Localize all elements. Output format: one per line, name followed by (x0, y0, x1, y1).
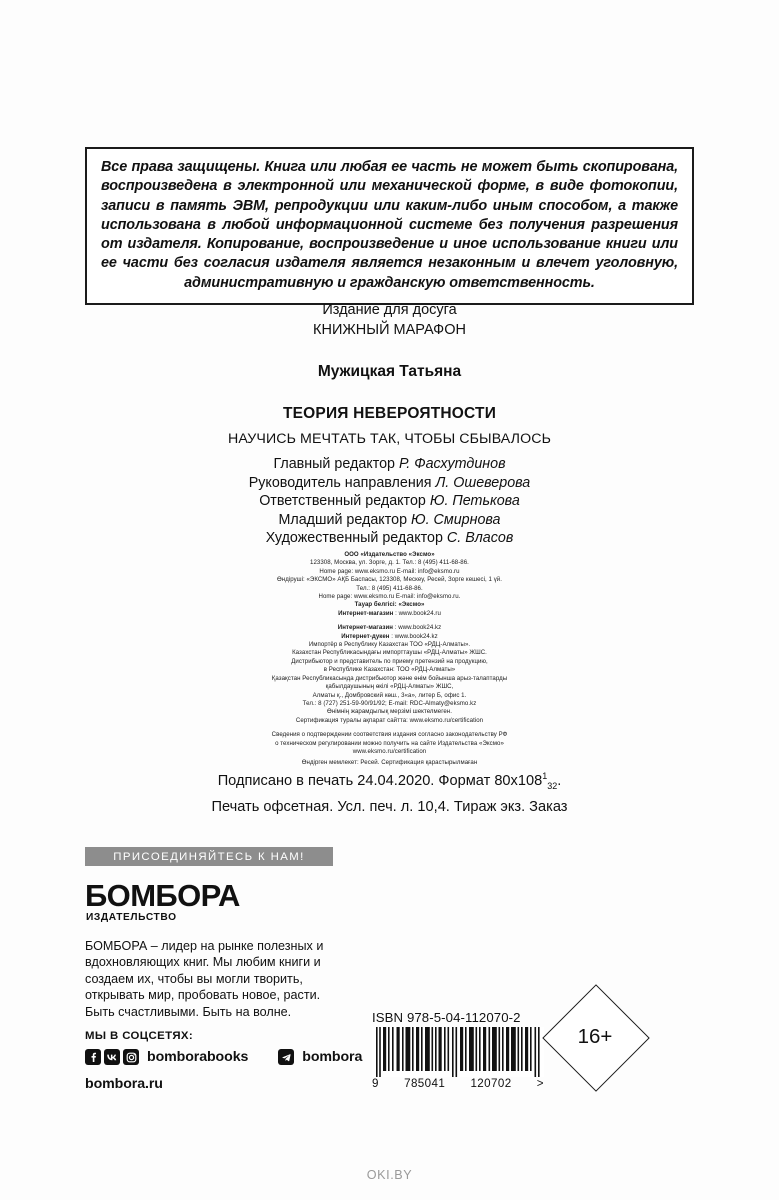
online-shop-kz-label-2: Интернет-дукен (341, 632, 390, 640)
editorial-staff-list (0, 455, 779, 548)
staff-name: Ю. Петькова (429, 493, 520, 510)
book-subtitle: НАУЧИСЬ МЕЧТАТЬ ТАК, ЧТОБЫ СБЫВАЛОСЬ (228, 431, 551, 447)
isbn-number: ISBN 978-5-04-112070-2 (372, 1010, 521, 1025)
rights-notice-box (85, 147, 694, 305)
conformity-line-2: о техническом регулировании можно получить на сайте Издательства «Эксмо» (275, 739, 504, 747)
barcode-group-2: 120702 (470, 1077, 512, 1090)
bombora-website-url[interactable]: bombora.ru (85, 1076, 163, 1092)
staff-name: Л. Ошеверова (435, 474, 531, 491)
telegram-icon[interactable] (278, 1049, 294, 1065)
source-watermark: OKI.BY (366, 1168, 413, 1182)
instagram-icon[interactable] (123, 1049, 139, 1065)
social-section-label: МЫ В СОЦСЕТЯХ: (85, 1030, 194, 1042)
publisher-name-kz: Өндіруші: «ЭКСМО» АҚБ Баспасы, 123308, Мескеу, Ресей, Зорге кешесі, 1 үй. (276, 576, 503, 584)
staff-row (0, 529, 779, 548)
barcode-left-digit: 9 (372, 1077, 379, 1090)
staff-name: С. Власов (446, 530, 514, 547)
bombora-about-text: БОМБОРА – лидер на рынке полезных и вдохновляющих книг. Мы любим книги и создаем их, чтобы вы могли творить, открывать мир, пробовать новое, расти. Быть счастливыми. Быть на волне. (85, 939, 324, 1019)
barcode-bars (372, 1027, 544, 1077)
barcode-group-1: 785041 (404, 1077, 446, 1090)
social-links-row (85, 1049, 362, 1065)
trademark-kz: Тауар белгісі: «Эксмо» (354, 601, 425, 609)
publisher-name: ООО «Издательство «Эксмо» (344, 551, 435, 558)
validity-note-kz: Өнімнің жарамдылық мерзімі шектелмеген. (327, 708, 452, 716)
format-fraction-denominator: 32 (547, 780, 558, 791)
bombora-logo: БОМБОРА (85, 878, 240, 913)
format-fraction-numerator: 1 (542, 771, 548, 781)
age-rating-badge: 16+ (577, 1025, 613, 1048)
edition-kind: Издание для досуга (322, 302, 457, 318)
colon-separator: : (389, 632, 395, 640)
staff-role: Младший редактор (278, 511, 408, 528)
print-run-info (0, 766, 779, 818)
distributor-kz-line-2: қабылдаушының өкілі «РДЦ-Алматы» ЖШС, (325, 683, 454, 691)
staff-row (0, 511, 779, 530)
join-us-banner (85, 847, 333, 866)
online-shop-kz-url[interactable]: www.book24.kz (398, 624, 442, 632)
online-shop-kz (0, 624, 779, 632)
print-sign-off-text: Подписано в печать 24.04.2020. Формат 80x108 (217, 772, 543, 789)
staff-role: Художественный редактор (265, 530, 443, 547)
book-title: ТЕОРИЯ НЕВЕРОЯТНОСТИ (282, 405, 497, 422)
staff-name: Ю. Смирнова (411, 511, 501, 528)
rights-notice-text: Все права защищены. Книга или любая ее часть не может быть скопирована, воспроизведена в электронной или механической форме, в виде фотокопии, записи в память ЭВМ, репродукции или каким-либо иным способом, а также использована в любой информационной системе без получения разрешения от издателя. Копирование, воспроизведение и иное использование книги или ее части без согласия издателя является незаконным и влечет уголовную, административную и гражданскую ответственность. (101, 159, 678, 291)
conformity-url[interactable]: www.eksmo.ru/certification (352, 747, 427, 755)
staff-row (0, 474, 779, 493)
online-shop-ru-label: Интернет-магазин (338, 609, 394, 617)
publisher-address: 123308, Москва, ул. Зорге, д. 1. Тел.: 8 (495) 411-68-86. (310, 559, 469, 567)
imprint-fine-print (0, 551, 779, 768)
origin-country-kz: Өндірген мемлекет: Ресей. Сертификация қарастырылмаған (301, 759, 478, 767)
barcode-digits (372, 1077, 544, 1090)
barcode-right-symbol: > (536, 1077, 544, 1090)
importer-ru: Импортёр в Республику Казахстан ТОО «РДЦ-Алматы». (308, 641, 471, 649)
print-run-line-1 (0, 766, 779, 797)
conformity-line-1: Сведения о подтверждении соответствия издания согласно законодательству РФ (271, 731, 508, 739)
social-handle-secondary[interactable]: bombora (302, 1049, 363, 1065)
social-handle-primary[interactable]: bomborabooks (147, 1049, 249, 1065)
staff-role: Руководитель направления (248, 474, 432, 491)
staff-row (0, 492, 779, 511)
staff-role: Главный редактор (273, 456, 395, 472)
online-shop-kz-label: Интернет-магазин (337, 624, 393, 632)
certification-info-kz: Сертификация туралы ақпарат сайтта: www.eksmo.ru/certification (295, 716, 484, 724)
colon-separator: : (393, 609, 399, 617)
online-shop-kz-url-2[interactable]: www.book24.kz (394, 632, 438, 640)
staff-role: Ответственный редактор (259, 493, 426, 510)
online-shop-kz-2 (0, 633, 779, 641)
title-block (0, 300, 779, 449)
staff-row (0, 455, 779, 474)
online-shop-ru (0, 610, 779, 618)
distributor-kz-line-1: Қазақстан Республикасында дистрибьютор және өнім бойынша арыз-талаптарды (271, 674, 508, 682)
staff-name: Р. Фасхутдинов (398, 456, 506, 472)
author-name: Мужицкая Татьяна (317, 363, 462, 380)
distributor-ru-line-2: в Республике Казахстан: ТОО «РДЦ-Алматы» (323, 666, 456, 674)
facebook-icon[interactable] (85, 1049, 101, 1065)
ean13-barcode (372, 1027, 544, 1090)
publisher-contacts: Home page: www.eksmo.ru E-mail: info@eksmo.ru (319, 567, 460, 575)
distributor-ru-line-1: Дистрибьютор и представитель по приему претензий на продукцию, (291, 657, 488, 665)
importer-kz: Казахстан Республикасындағы импорттаушы «РДЦ-Алматы» ЖШС. (292, 649, 487, 657)
bombora-logo-subtitle: ИЗДАТЕЛЬСТВО (86, 912, 177, 923)
format-fraction-suffix: . (557, 772, 562, 789)
print-run-line-2: Печать офсетная. Усл. печ. л. 10,4. Тираж экз. Заказ (211, 798, 568, 815)
distributor-contacts: Тел.: 8 (727) 251-59-90/91/92; E-mail: RDC-Almaty@eksmo.kz (302, 699, 477, 707)
publisher-contacts-kz: Home page: www.eksmo.ru E-mail: info@eksmo.ru. (318, 593, 461, 601)
colon-separator: : (393, 624, 399, 632)
distributor-address: Алматы қ., Домбровский көш., 3«а», литер Б, офис 1. (312, 691, 467, 699)
publisher-phone-kz: Тел.: 8 (495) 411-68-86. (356, 584, 423, 592)
online-shop-ru-url[interactable]: www.book24.ru (398, 609, 441, 617)
join-us-label: ПРИСОЕДИНЯЙТЕСЬ К НАМ! (113, 850, 305, 863)
series-name: КНИЖНЫЙ МАРАФОН (313, 322, 466, 338)
vk-icon[interactable] (104, 1049, 120, 1065)
